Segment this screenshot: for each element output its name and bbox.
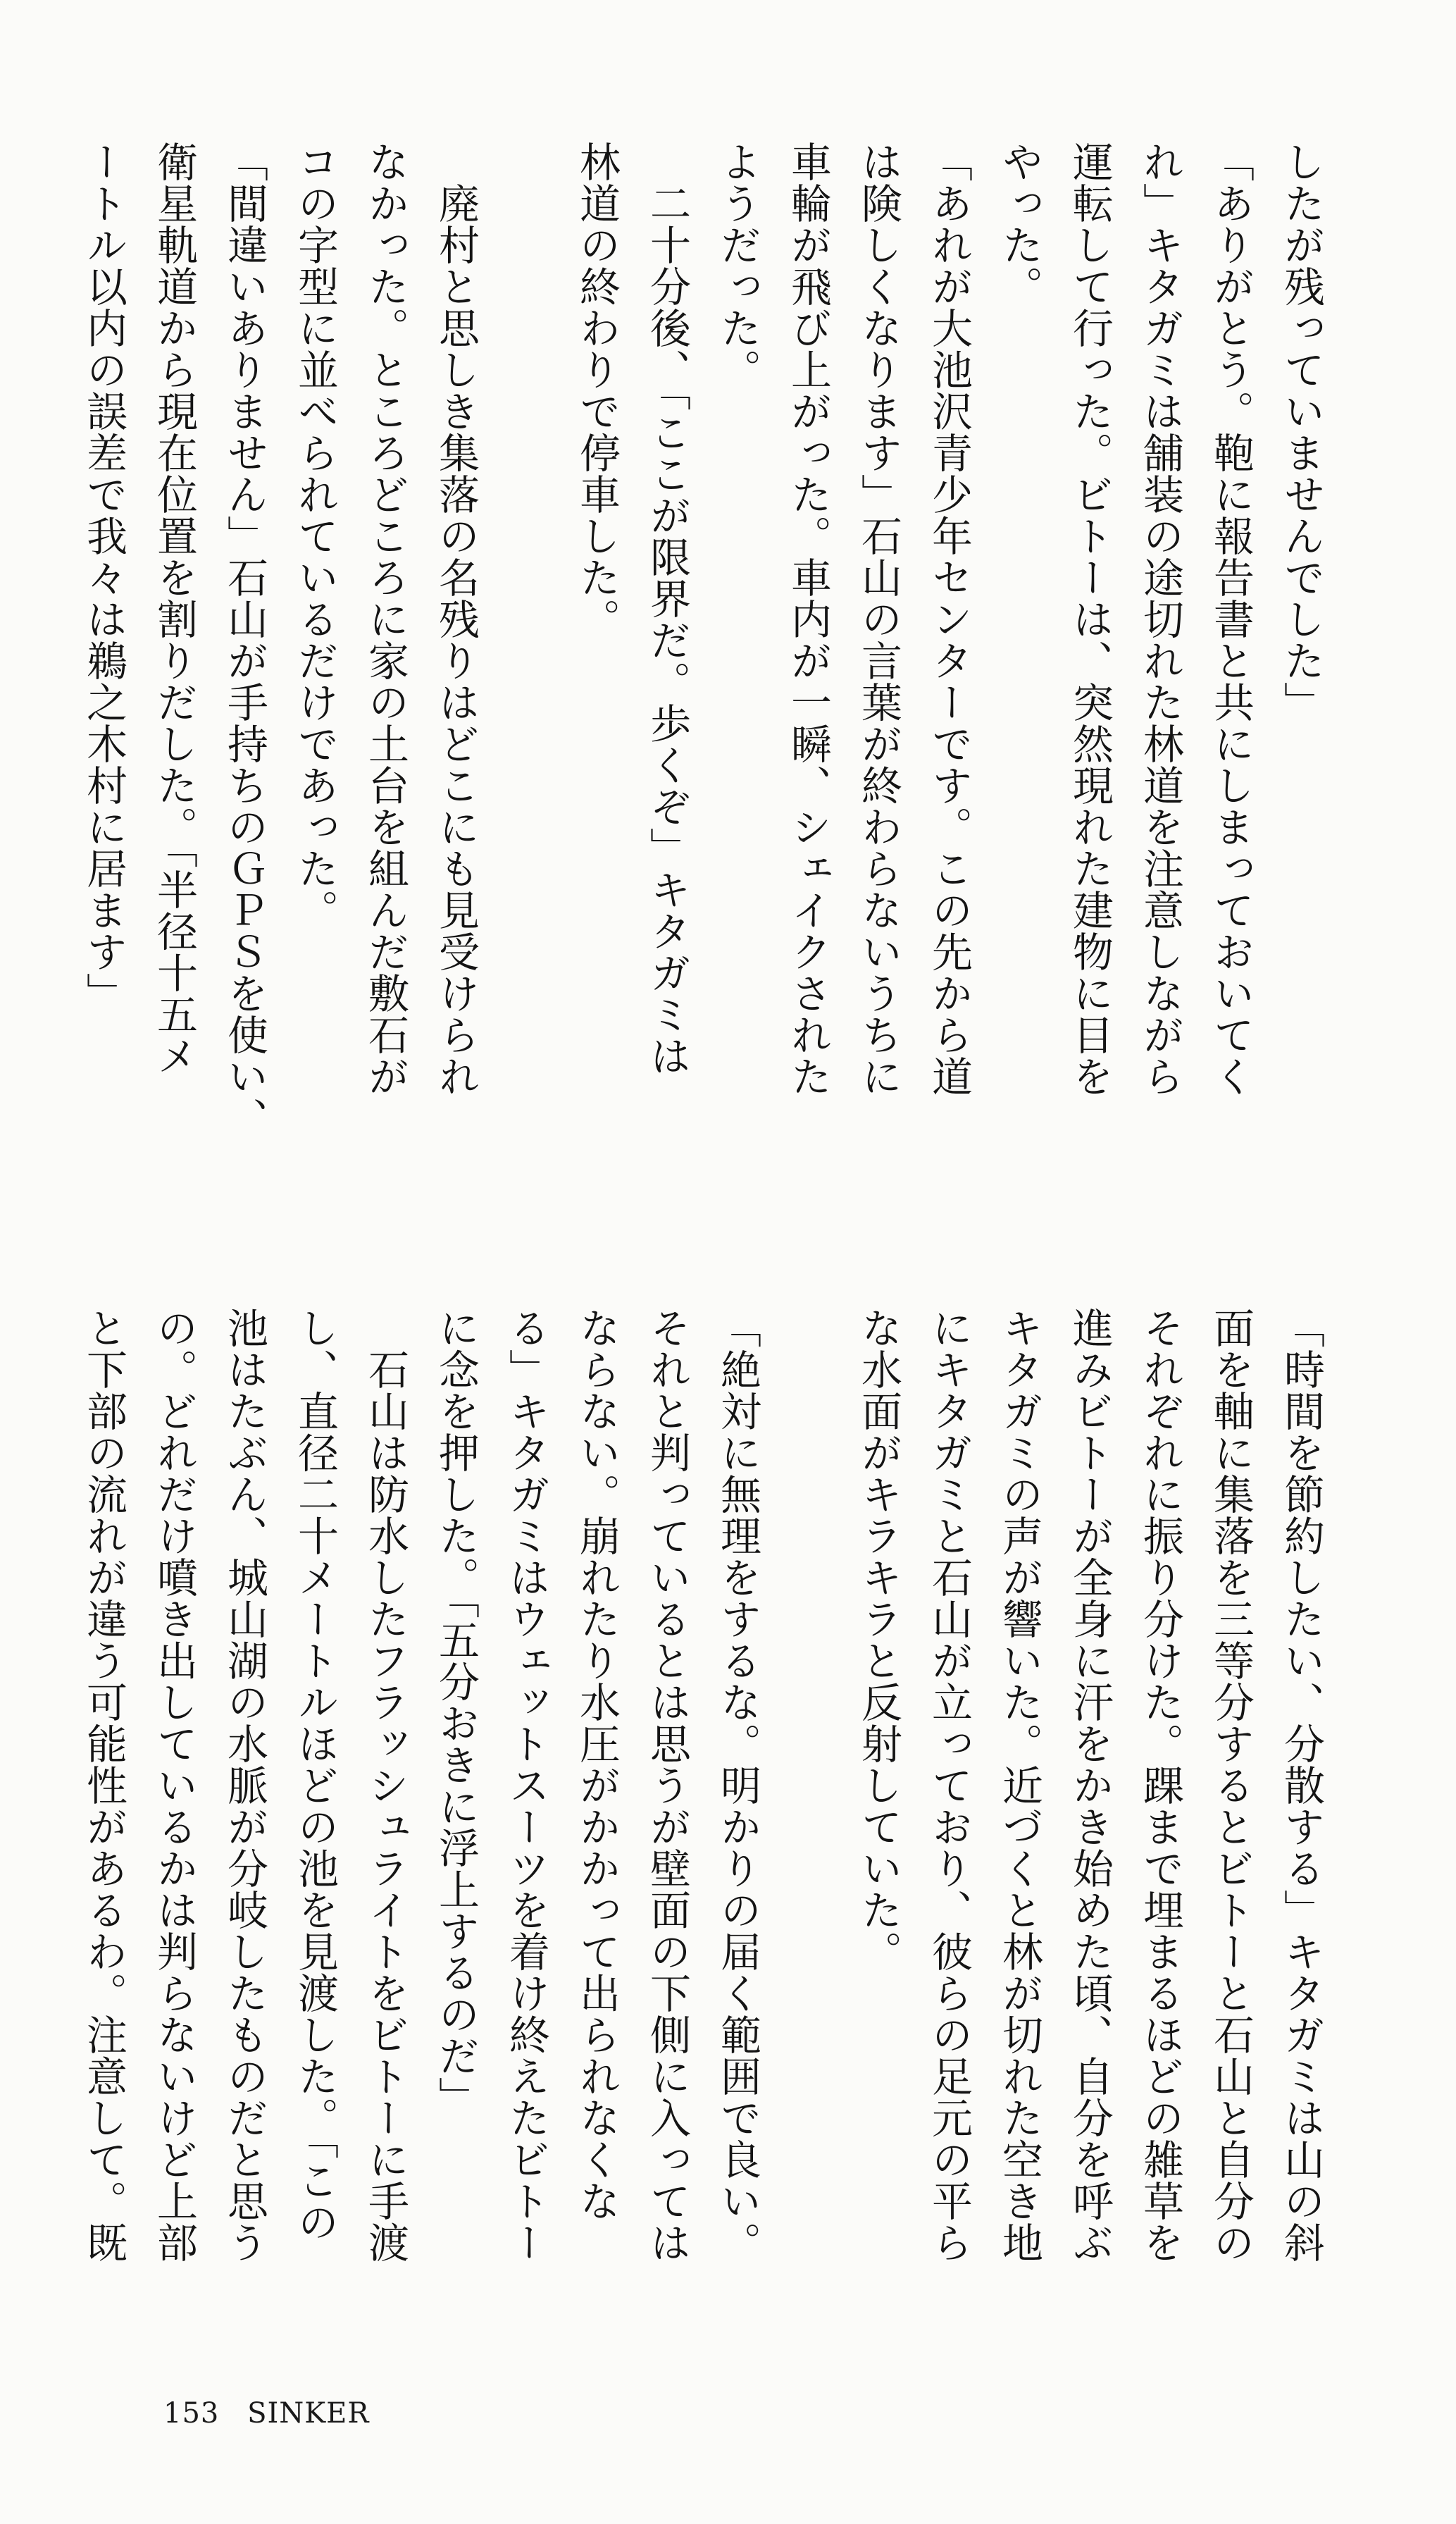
page-number: 153 [163, 2397, 220, 2430]
text-line: それぞれに振り分けた。踝まで埋まるほどの雑草を [1136, 1307, 1184, 2263]
text-line: コの字型に並べられているだけであった。 [291, 141, 339, 931]
text-line: ならない。崩れたり水圧がかかって出られなくな [573, 1307, 621, 2222]
text-line: 林道の終わりで停車した。 [573, 141, 621, 640]
text-line: 「あれが大池沢青少年センターです。この先から道 [925, 141, 973, 1097]
text-line: 石山は防水したフラッシュライトをビトーに手渡 [361, 1307, 409, 2263]
text-line: 面を軸に集落を三等分するとビトーと石山と自分の [1207, 1307, 1255, 2263]
page-footer [163, 2397, 369, 2430]
text-line: ようだった。 [714, 141, 761, 390]
text-line: の。どれだけ噴き出しているかは判らないけど上部 [150, 1307, 198, 2263]
text-line: なかった。ところどころに家の土台を組んだ敷石が [361, 141, 409, 1097]
text-line: し、直径二十メートルほどの池を見渡した。「この [291, 1307, 339, 2243]
text-line: ートル以内の誤差で我々は鵜之木村に居ます」 [80, 141, 127, 1014]
text-line: に念を押した。「五分おきに浮上するのだ」 [432, 1307, 480, 2118]
text-line: それと判っているとは思うが壁面の下側に入っては [643, 1307, 691, 2263]
text-line: 車輪が飛び上がった。車内が一瞬、シェイクされた [784, 141, 832, 1097]
text-line: キタガミの声が響いた。近づくと林が切れた空き地 [995, 1307, 1043, 2263]
text-line: 衛星軌道から現在位置を割りだした。「半径十五メ [150, 141, 198, 1077]
text-line: 進みビトーが全身に汗をかき始めた頃、自分を呼ぶ [1066, 1307, 1114, 2263]
text-line: 運転して行った。ビトーは、突然現れた建物に目を [1066, 141, 1114, 1097]
text-line: 「時間を節約したい、分散する」キタガミは山の斜 [1277, 1307, 1325, 2263]
text-line: な水面がキラキラと反射していた。 [854, 1307, 902, 1972]
text-line: 「間違いありません」石山が手持ちのＧＰＳを使い、 [220, 141, 268, 1139]
text-line: 池はたぶん、城山湖の水脈が分岐したものだと思う [220, 1307, 268, 2263]
text-line: やった。 [995, 141, 1043, 307]
running-title: SINKER [247, 2397, 370, 2430]
text-line: にキタガミと石山が立っており、彼らの足元の平ら [925, 1307, 973, 2263]
text-line: と下部の流れが違う可能性があるわ。注意して。既 [80, 1307, 127, 2263]
text-line: れ」キタガミは舗装の途切れた林道を注意しながら [1136, 141, 1184, 1097]
upper-text-block [80, 141, 1336, 1212]
text-line: 「ありがとう。鞄に報告書と共にしまっておいてく [1207, 141, 1255, 1097]
text-line [491, 141, 561, 1212]
text-line: 二十分後、「ここが限界だ。歩くぞ」キタガミは [643, 141, 691, 1077]
text-line: は険しくなります」石山の言葉が終わらないうちに [854, 141, 902, 1097]
text-line: 「絶対に無理をするな。明かりの届く範囲で良い。 [714, 1307, 761, 2263]
text-line: 廃村と思しき集落の名残りはどこにも見受けられ [432, 141, 480, 1097]
text-line [773, 1307, 843, 2385]
text-line: る」キタガミはウェットスーツを着け終えたビトー [502, 1307, 550, 2263]
text-line: したが残っていませんでした」 [1277, 141, 1325, 723]
lower-text-block [80, 1307, 1336, 2385]
